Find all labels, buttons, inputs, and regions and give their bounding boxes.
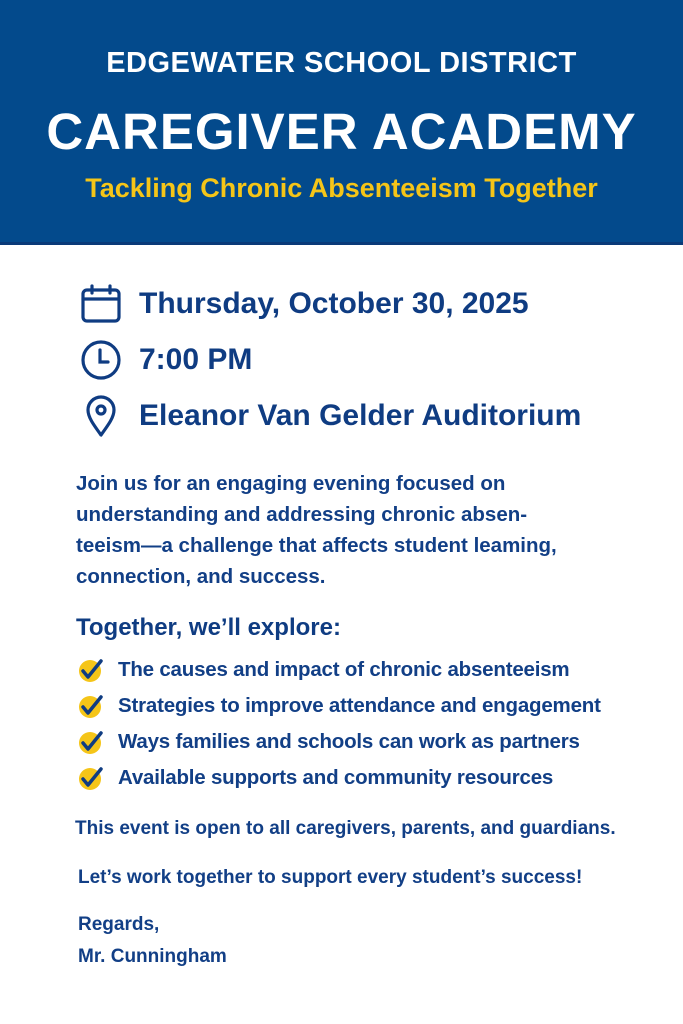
time-text: 7:00 PM	[139, 343, 253, 376]
event-time	[80, 339, 253, 381]
check-icon	[77, 656, 105, 684]
location-pin-icon	[80, 395, 122, 437]
list-item-text: Available supports and community resources	[118, 766, 554, 789]
intro-paragraph	[76, 468, 636, 592]
explore-heading: Together, we’ll explore:	[76, 614, 341, 641]
open-to-text: This event is open to all caregivers, parents, and guardians.	[75, 818, 616, 839]
list-item	[77, 652, 601, 688]
closing: Regards,	[78, 914, 160, 935]
intro-line: Join us for an engaging evening focused on	[76, 472, 506, 495]
explore-list	[77, 652, 601, 796]
check-icon	[77, 764, 105, 792]
check-icon	[77, 692, 105, 720]
list-item	[77, 724, 601, 760]
signature: Mr. Cunningham	[78, 946, 227, 967]
check-icon	[77, 728, 105, 756]
calendar-icon	[80, 283, 122, 325]
event-title: CAREGIVER ACADEMY	[46, 103, 637, 160]
intro-line: connection, and success.	[76, 565, 326, 588]
header-banner	[0, 0, 683, 245]
location-text: Eleanor Van Gelder Auditorium	[139, 399, 582, 432]
date-text: Thursday, October 30, 2025	[139, 287, 529, 320]
clock-icon	[80, 339, 122, 381]
intro-line: understanding and addressing chronic absen-	[76, 503, 528, 526]
list-item-text: Ways families and schools can work as partners	[118, 730, 580, 753]
call-to-action: Let’s work together to support every student’s success!	[78, 867, 583, 888]
list-item-text: The causes and impact of chronic absenteeism	[118, 658, 570, 681]
list-item	[77, 760, 601, 796]
event-subtitle: Tackling Chronic Absenteeism Together	[85, 173, 598, 203]
event-location	[80, 395, 582, 437]
list-item	[77, 688, 601, 724]
event-date	[80, 283, 529, 325]
district-name: EDGEWATER SCHOOL DISTRICT	[106, 47, 577, 79]
list-item-text: Strategies to improve attendance and engagement	[118, 694, 601, 717]
intro-line: teeism—a challenge that affects student leaming,	[76, 534, 557, 557]
